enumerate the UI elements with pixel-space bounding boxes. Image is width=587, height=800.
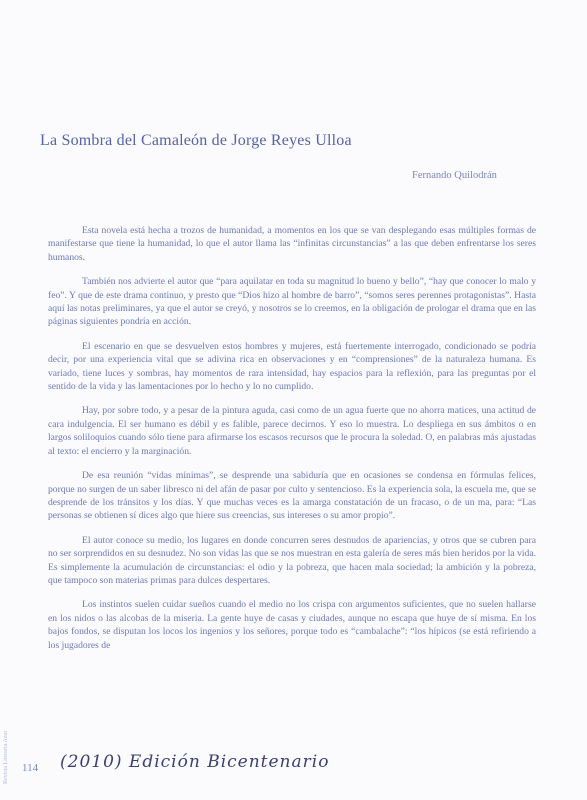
paragraph: También nos advierte el autor que “para aquilatar en toda su magnitud lo bueno y bello”, “hay que conocer lo malo y feo”. Y que de este drama continuo, y presto que “Dios hizo al hombre de barro”, “somos seres perennes protagonistas”. Hasta aquí las notas preliminares, ya que el autor se creyó, y nosotros se lo creemos, en la obligación de prologar el drama que en las páginas siguientes pondría en acción.	[48, 276, 536, 328]
paragraph: El escenario en que se desvuelven estos hombres y mujeres, está fuertemente interrogado, condicionado se podría decir, por una experiencia vital que se adivina rica en observaciones y en “comprensiones” de la naturaleza humana. Es variado, tiene luces y sombras, hay momentos de rara intensidad, hay espacios para la reflexión, para las preguntas por el sentido de la vida y las lamentaciones por lo hecho y lo no cumplido.	[48, 340, 536, 393]
essay-title: La Sombra del Camaleón de Jorge Reyes Ulloa	[40, 132, 352, 149]
paragraph: Esta novela está hecha a trozos de humanidad, a momentos en los que se van desplegando esas múltiples formas de manifestarse que tiene la humanidad, lo que el autor llama las “infinitas circunstancias” a las que deben enfrentarse los seres humanos.	[48, 225, 536, 263]
handwritten-annotation: (2010) Edición Bicentenario	[60, 752, 330, 772]
page-number: 114	[22, 762, 39, 774]
paragraph: De esa reunión “vidas mínimas”, se desprende una sabiduría que en ocasiones se condensa en fórmulas felices, porque no surgen de un saber libresco ni del afán de pasar por culto y sentencioso. Es la experiencia sola, la escuela me, que se desprende de los tránsitos y los días. Y que muchas veces es la amarga constatación de un fracaso, o de un ma, para: “Las personas se obtienen sí dices algo que hiere sus creencias, sus intereses o su amor propio”.	[48, 470, 536, 522]
margin-note: Revista Literaria Azur	[3, 730, 9, 784]
paragraph: Los instintos suelen cuidar sueños cuando el medio no los crispa con argumentos suficientes, que no suelen hallarse en los nidos o las alcobas de la miseria. La gente huye de casas y ciudades, aunque no escapa que huye de sí misma. En los bajos fondos, se disputan los locos los ingenios y los señores, porque todo es “cambalache”: “los hípicos (se está refiriendo a los jugadores de	[48, 599, 536, 651]
paragraph: Hay, por sobre todo, y a pesar de la pintura aguda, casi como de un agua fuerte que no ahorra matices, una actitud de cara indulgencia. El ser humano es débil y es falible, parece decirnos. Y eso lo muestra. Lo despliega en sus ámbitos o en largos soliloquios cuando sólo tiene para afirmarse los escasos recursos que le procura la soledad. O, en palabras más ajustadas al texto: el encierro y la marginación.	[48, 405, 536, 457]
author-name: Fernando Quilodrán	[412, 170, 497, 181]
paragraph: El autor conoce su medio, los lugares en donde concurren seres desnudos de apariencias, y otros que se cubren para no ser sorprendidos en su desnudez. No son vidas las que se nos muestran en esta galería de seres más bien heridos por la vida. Es simplemente la acumulación de circunstancias: el odio y la pobreza, que hacen mala sociedad; la ambición y la pobreza, que tampoco son materias primas para dulces despertares.	[48, 534, 536, 586]
essay-body	[48, 224, 536, 663]
